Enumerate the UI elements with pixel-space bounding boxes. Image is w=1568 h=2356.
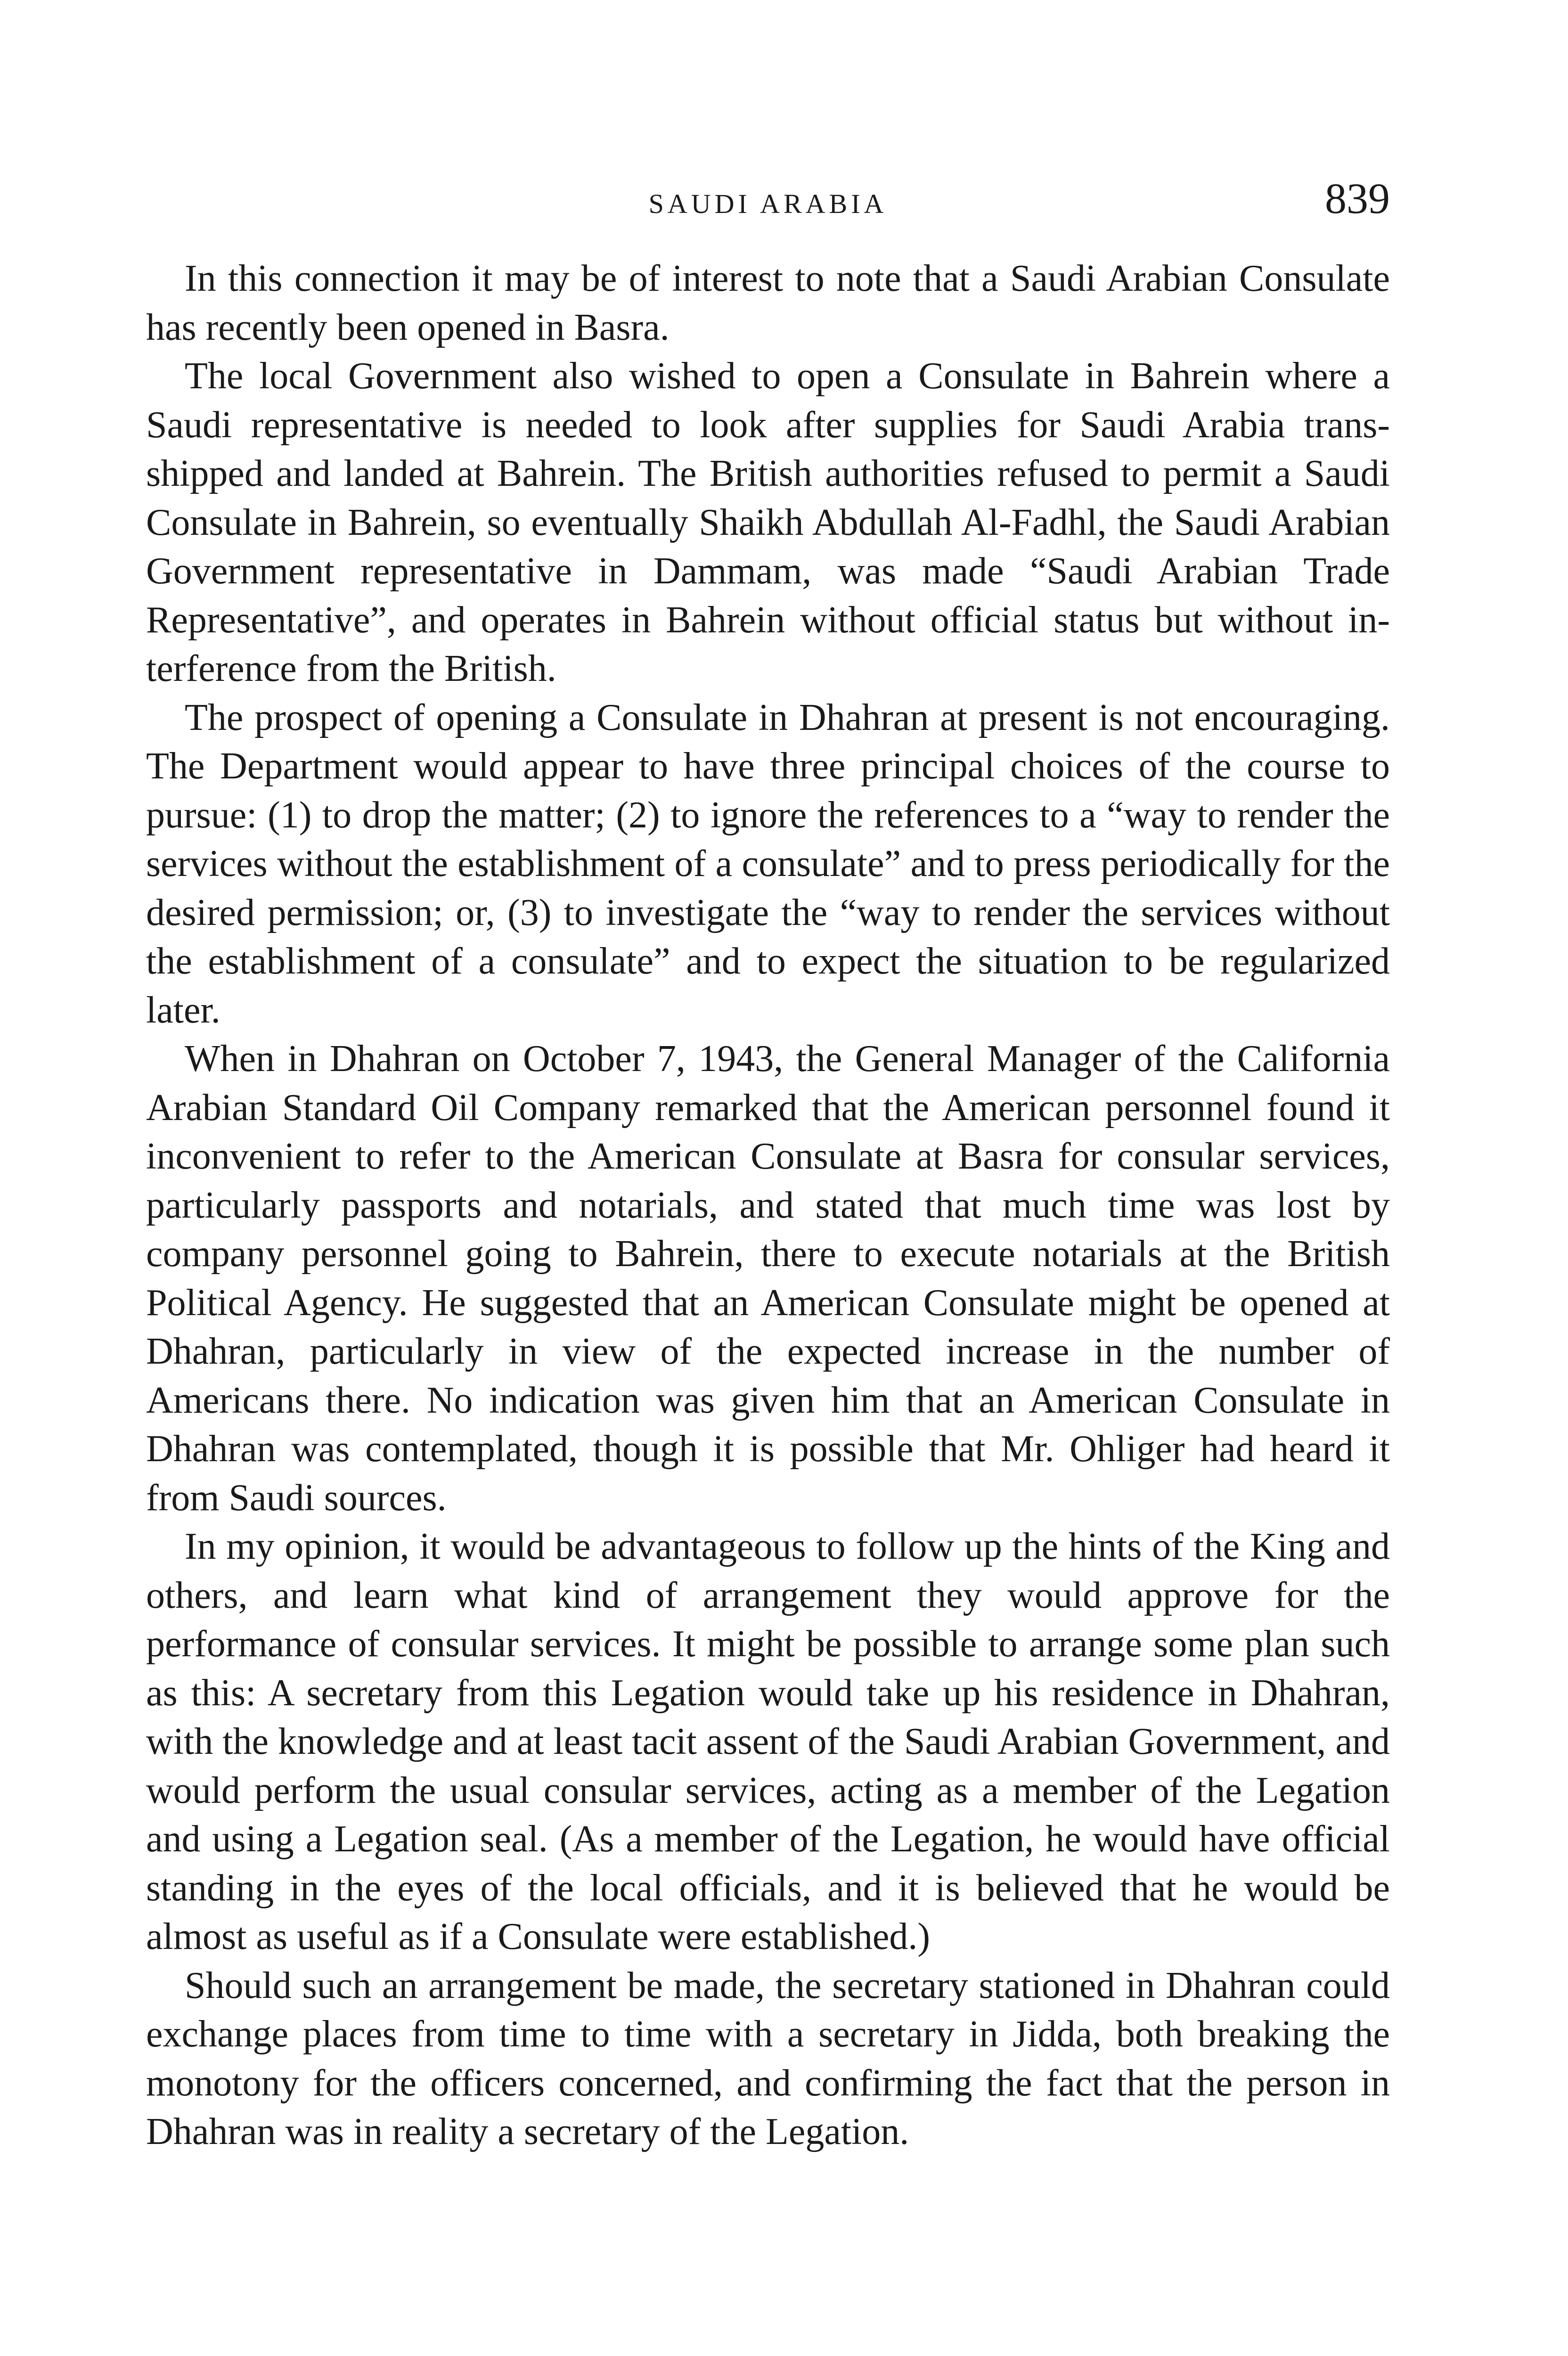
page-number: 839: [1325, 174, 1390, 222]
body-text: [146, 254, 1390, 2157]
paragraph: In this connection it may be of interest to note that a Saudi Arabian Consulate has recently been opened in Basra.: [146, 258, 1390, 348]
paragraph: The local Government also wished to open a Consulate in Bahrein where a Saudi representative is needed to look after supplies for Saudi Arabia trans-shipped and landed at Bahrein. The British authorities refused to permit a Saudi Consulate in Bahrein, so eventually Shaikh Abdullah Al-Fadhl, the Saudi Arabian Government representative in Dammam, was made “Saudi Arabian Trade Representative”, and operates in Bahrein without official status but without interference from the British.: [146, 355, 1390, 689]
paragraph: Should such an arrangement be made, the secretary stationed in Dhahran could exchange places from time to time with a secretary in Jidda, both breaking the monotony for the officers concerned, and confirming the fact that the person in Dhahran was in reality a secretary of the Legation.: [146, 1964, 1390, 2152]
paragraph: In my opinion, it would be advantageous to follow up the hints of the King and others, and learn what kind of arrangement they would approve for the performance of consular services. It might be possible to arrange some plan such as this: A secretary from this Legation would take up his residence in Dhahran, with the knowledge and at least tacit assent of the Saudi Arabian Government, and would perform the usual consular services, acting as a member of the Legation and using a Legation seal. (As a member of the Legation, he would have official standing in the eyes of the local officials, and it is believed that he would be almost as useful as if a Consulate were established.): [146, 1526, 1390, 1957]
paragraph: When in Dhahran on October 7, 1943, the General Manager of the California Arabian Standard Oil Company remarked that the American personnel found it inconvenient to refer to the American Consulate at Basra for consular services, particularly passports and notarials, and stated that much time was lost by company personnel going to Bahrein, there to execute notarials at the British Political Agency. He suggested that an American Consulate might be opened at Dhahran, particularly in view of the expected increase in the number of Americans there. No indication was given him that an American Consulate in Dhahran was contemplated, though it is possible that Mr. Ohliger had heard it from Saudi sources.: [146, 1038, 1390, 1519]
page-header: [146, 174, 1390, 233]
running-title: SAUDI ARABIA: [648, 188, 888, 219]
paragraph: The prospect of opening a Consulate in Dhahran at present is not encouraging. The Department would appear to have three principal choices of the course to pursue: (1) to drop the matter; (2) to ignore the references to a “way to render the services without the establishment of a consulate” and to press periodically for the desired permission; or, (3) to investigate the “way to render the services without the establishment of a consulate” and to expect the situation to be regularized later.: [146, 696, 1390, 1031]
